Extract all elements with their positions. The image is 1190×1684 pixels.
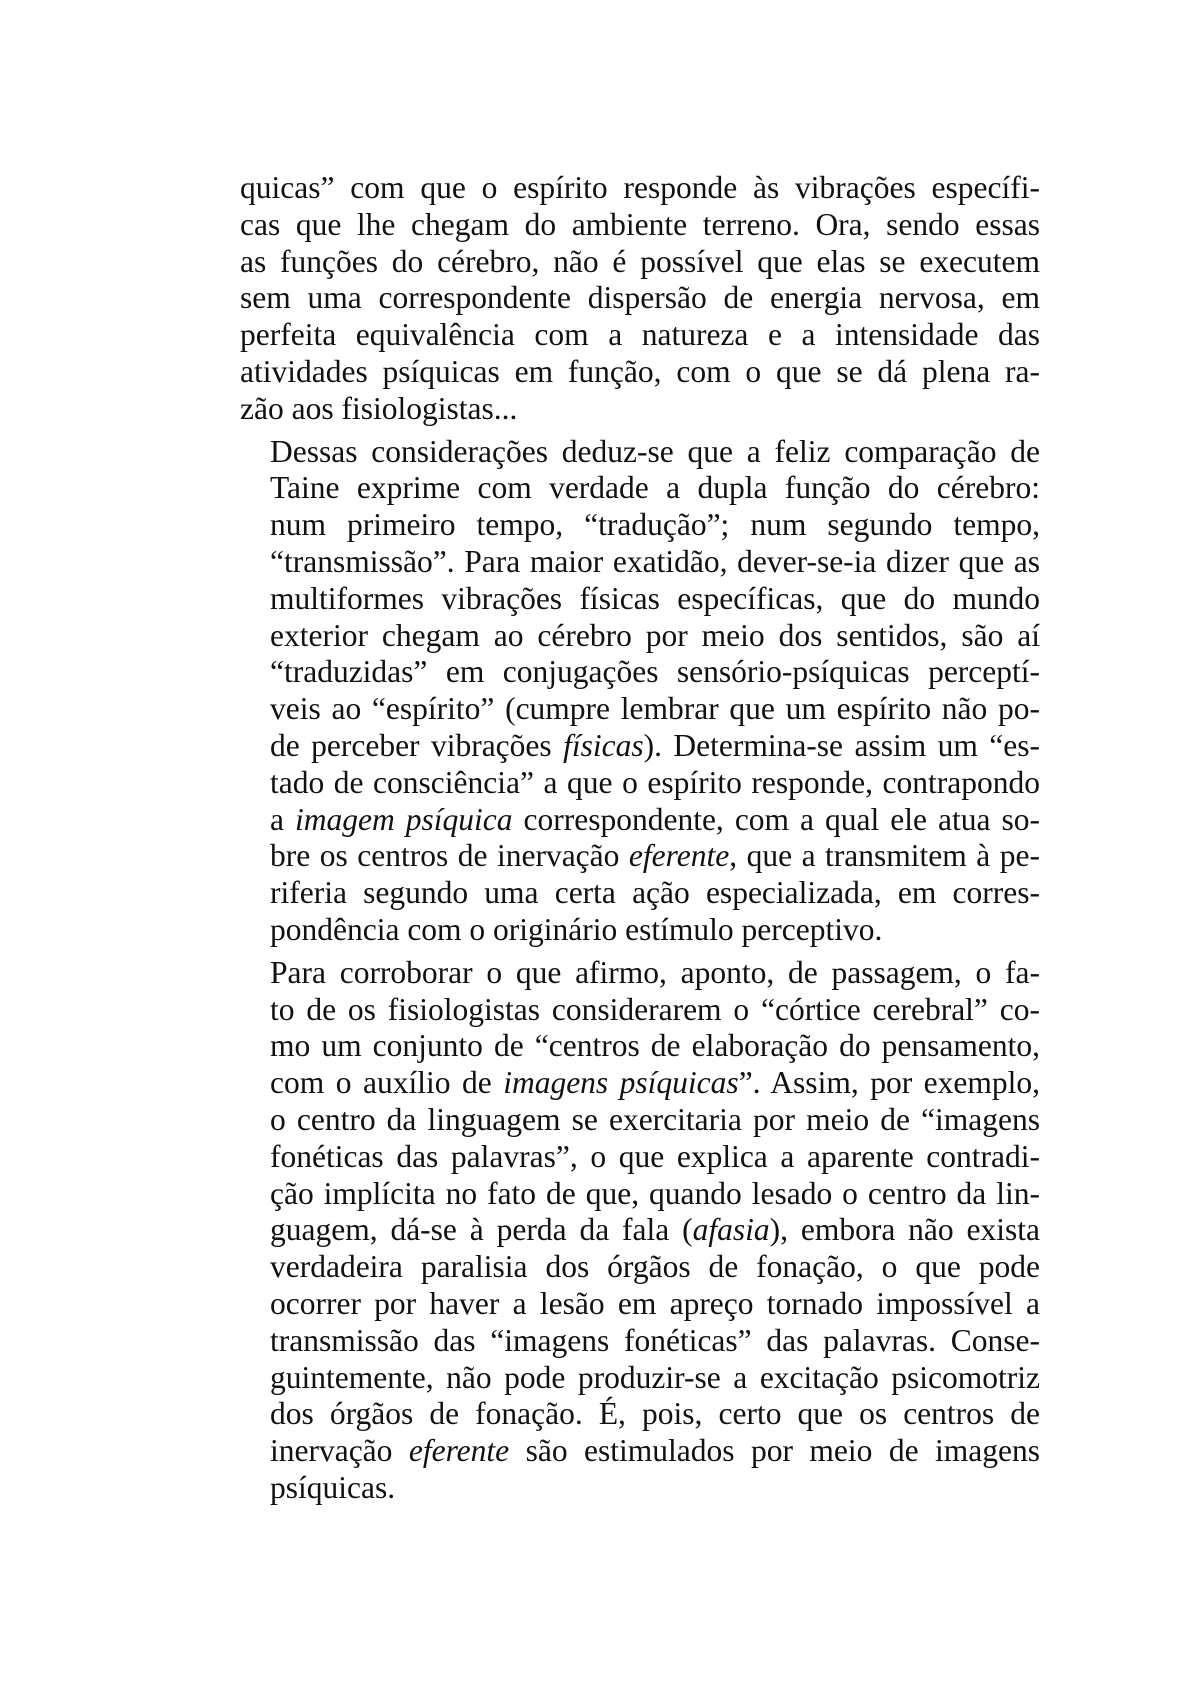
text-run: a <box>270 801 295 837</box>
text-run: riferia segundo uma certa ação especializada, em corres- <box>270 875 1040 911</box>
text-run: o centro da linguagem se exercitaria por meio de “imagens <box>270 1101 1040 1137</box>
text-run: exterior chegam ao cérebro por meio dos sentidos, são aí <box>270 617 1040 653</box>
text-line <box>240 875 1040 912</box>
text-line <box>240 912 1040 949</box>
text-run: são estimulados por meio de imagens <box>509 1433 1041 1469</box>
text-line <box>240 470 1040 507</box>
text-run: multiformes vibrações físicas específicas, que do mundo <box>270 580 1040 616</box>
text-line <box>240 1249 1040 1286</box>
text-line <box>240 1396 1040 1433</box>
text-run: sem uma correspondente dispersão de energia nervosa, em <box>240 280 1040 316</box>
text-run: pondência com o originário estímulo perceptivo. <box>270 911 883 947</box>
text-line <box>240 1360 1040 1397</box>
text-line <box>240 691 1040 728</box>
text-line <box>240 955 1040 992</box>
text-line <box>240 354 1040 391</box>
text-line <box>240 728 1040 765</box>
text-run: bre os centros de inervação <box>270 838 629 874</box>
text-run: atividades psíquicas em função, com o que se dá plena ra- <box>240 353 1040 389</box>
text-line <box>240 544 1040 581</box>
text-line <box>240 1470 1040 1507</box>
text-line <box>240 765 1040 802</box>
italic-term: imagem psíquica <box>295 801 513 837</box>
text-line <box>240 391 1040 428</box>
text-line <box>240 838 1040 875</box>
text-line <box>240 1212 1040 1249</box>
text-run: guagem, dá-se à perda da fala ( <box>270 1212 693 1248</box>
text-run: ). Determina-se assim um “es- <box>643 727 1040 763</box>
text-run: correspondente, com a qual ele atua so- <box>512 801 1040 837</box>
text-run: ocorrer por haver a lesão em apreço tornado impossível a <box>270 1285 1040 1321</box>
italic-term: eferente <box>408 1433 510 1469</box>
paragraph-3 <box>240 955 1040 1507</box>
text-run: dos órgãos de fonação. É, pois, certo que os centros de <box>270 1396 1040 1432</box>
italic-term: afasia <box>692 1212 770 1248</box>
paragraph-1 <box>240 170 1040 428</box>
text-run: cas que lhe chegam do ambiente terreno. Ora, sendo essas <box>240 206 1040 242</box>
text-line <box>240 1065 1040 1102</box>
text-line <box>240 581 1040 618</box>
text-line <box>240 507 1040 544</box>
text-line <box>240 317 1040 354</box>
text-line <box>240 207 1040 244</box>
paragraph-2 <box>240 434 1040 949</box>
text-run: mo um conjunto de “centros de elaboração do pensamento, <box>270 1028 1040 1064</box>
text-run: zão aos fisiologistas... <box>240 390 518 426</box>
text-run: fonéticas das palavras”, o que explica a aparente contradi- <box>270 1138 1040 1174</box>
text-line <box>240 802 1040 839</box>
text-run: transmissão das “imagens fonéticas” das palavras. Conse- <box>270 1322 1040 1358</box>
italic-term: eferente <box>628 838 730 874</box>
text-line <box>240 280 1040 317</box>
italic-term: físicas <box>563 727 644 763</box>
text-line <box>240 1286 1040 1323</box>
text-run: Para corroborar o que afirmo, aponto, de passagem, o fa- <box>270 954 1040 990</box>
text-line <box>240 618 1040 655</box>
text-line <box>240 434 1040 471</box>
text-run: Taine exprime com verdade a dupla função do cérebro: <box>270 470 1040 506</box>
text-run: num primeiro tempo, “tradução”; num segundo tempo, <box>270 507 1040 543</box>
text-line <box>240 170 1040 207</box>
text-run: “transmissão”. Para maior exatidão, dever-se-ia dizer que as <box>270 543 1040 579</box>
text-line <box>240 1323 1040 1360</box>
text-run: ção implícita no fato de que, quando lesado o centro da lin- <box>270 1175 1040 1211</box>
text-run: ”. Assim, por exemplo, <box>738 1065 1041 1101</box>
text-run: de perceber vibrações <box>270 727 564 763</box>
text-run: guintemente, não pode produzir-se a excitação psicomotriz <box>270 1359 1040 1395</box>
text-run: “traduzidas” em conjugações sensório-psíquicas perceptí- <box>270 654 1040 690</box>
text-line <box>240 1102 1040 1139</box>
text-line <box>240 992 1040 1029</box>
text-line <box>240 654 1040 691</box>
text-run: perfeita equivalência com a natureza e a intensidade das <box>240 317 1040 353</box>
text-run: verdadeira paralisia dos órgãos de fonação, o que pode <box>270 1249 1040 1285</box>
body-text <box>240 170 1040 1513</box>
text-run: com o auxílio de <box>270 1065 504 1101</box>
text-run: tado de consciência” a que o espírito responde, contrapondo <box>270 764 1040 800</box>
text-line <box>240 1139 1040 1176</box>
text-run: Dessas considerações deduz-se que a feliz comparação de <box>270 433 1040 469</box>
text-line <box>240 1028 1040 1065</box>
text-run: ), embora não exista <box>769 1212 1040 1248</box>
text-run: inervação <box>270 1433 409 1469</box>
text-run: to de os fisiologistas considerarem o “córtice cerebral” co- <box>270 991 1040 1027</box>
text-line <box>240 244 1040 281</box>
italic-term: imagens psíquicas <box>503 1065 739 1101</box>
text-line <box>240 1176 1040 1213</box>
text-run: as funções do cérebro, não é possível que elas se executem <box>240 243 1040 279</box>
text-line <box>240 1433 1040 1470</box>
text-run: quicas” com que o espírito responde às vibrações específi- <box>240 170 1040 205</box>
text-run: , que a transmitem à pe- <box>729 838 1041 874</box>
text-run: veis ao “espírito” (cumpre lembrar que um espírito não po- <box>270 691 1040 727</box>
text-run: psíquicas. <box>270 1469 396 1505</box>
